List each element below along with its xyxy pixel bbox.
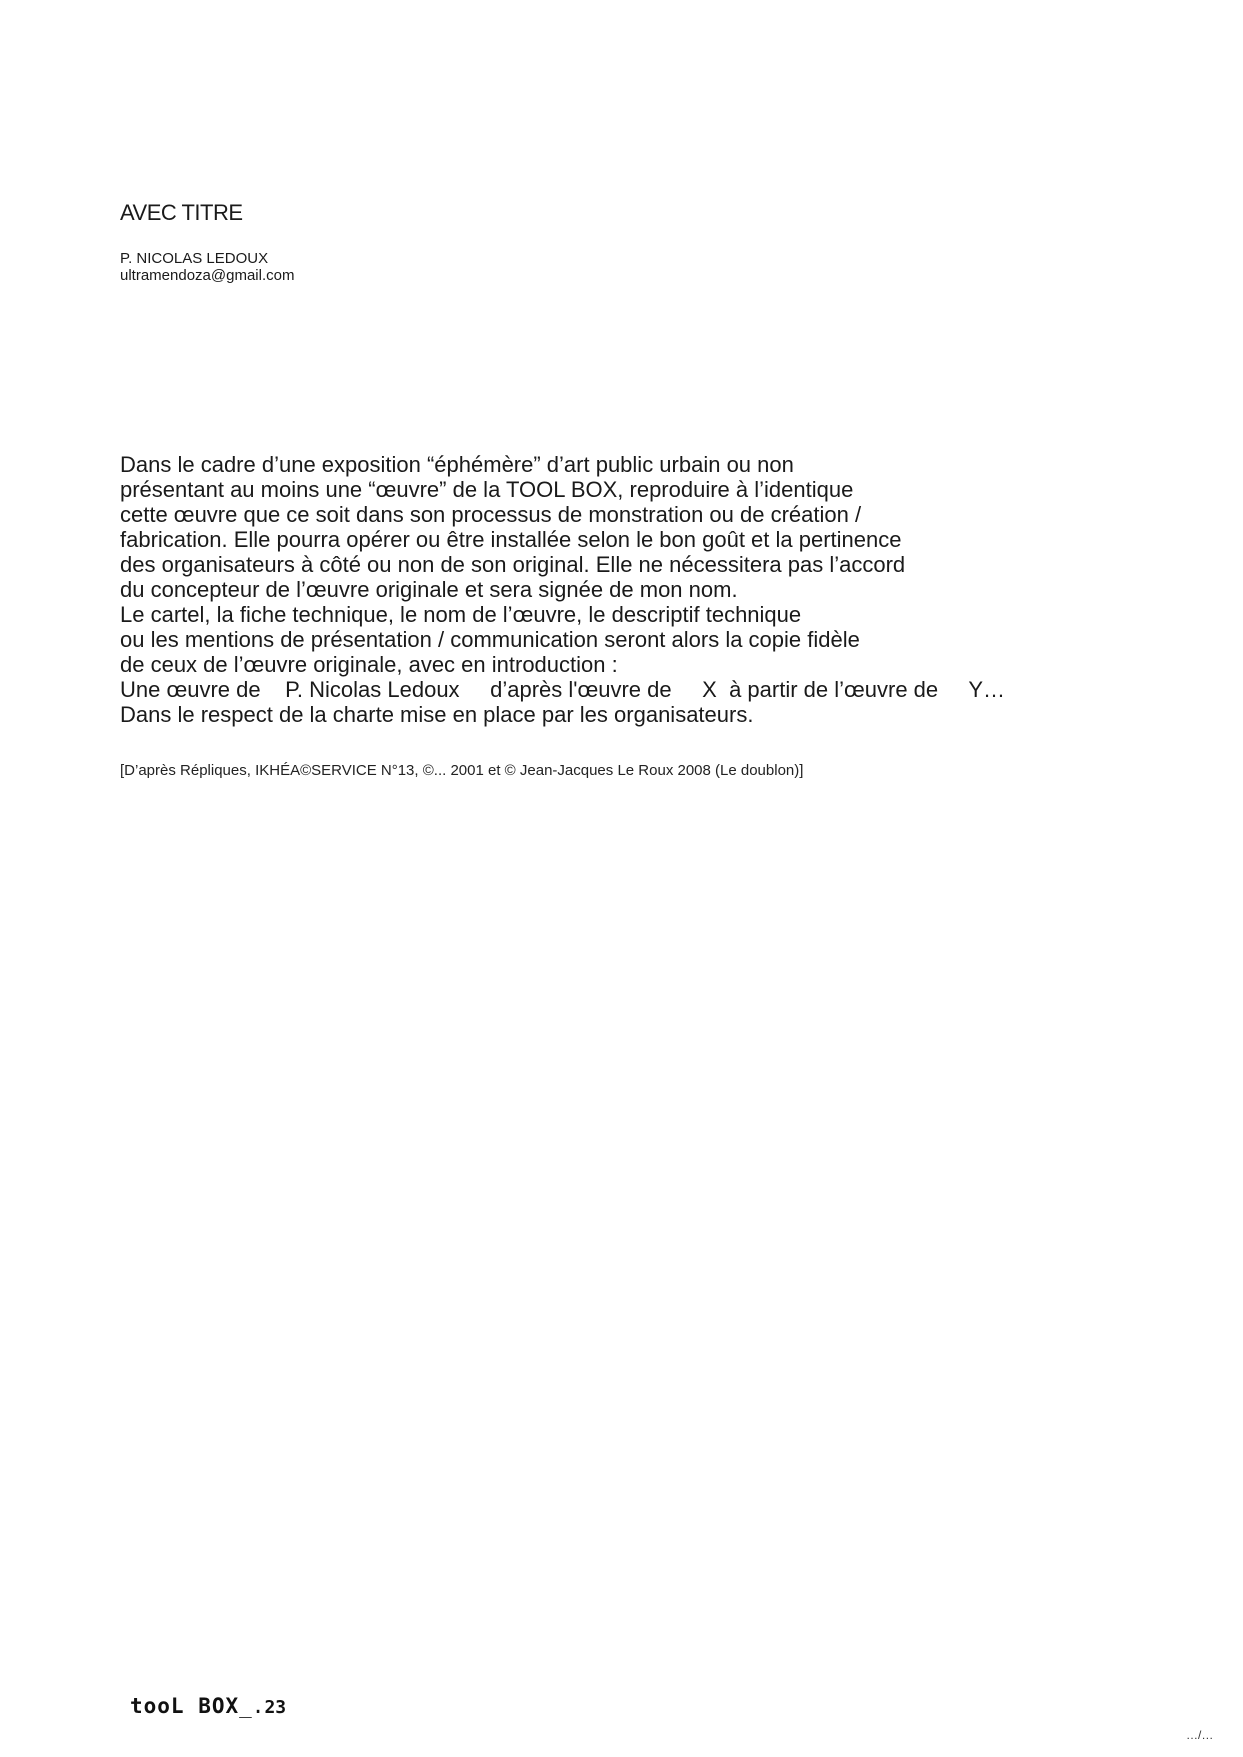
page-number: 23 — [264, 1697, 287, 1718]
body-line: présentant au moins une “œuvre” de la TOOL BOX, reproduire à l’identique — [120, 477, 854, 502]
body-line: fabrication. Elle pourra opérer ou être installée selon le bon goût et la pertinence — [120, 527, 902, 552]
body-line: cette œuvre que ce soit dans son processus de monstration ou de création / — [120, 502, 862, 527]
body-paragraph — [120, 452, 1020, 727]
body-line: Dans le cadre d’une exposition “éphémère” d’art public urbain ou non — [120, 452, 794, 477]
continuation-marker: …/… — [1186, 1728, 1214, 1742]
body-line: du concepteur de l’œuvre originale et sera signée de mon nom. — [120, 577, 738, 602]
body-line: Une œuvre de P. Nicolas Ledoux d’après l'œuvre de X à partir de l’œuvre de Y… — [120, 677, 1005, 702]
body-line: de ceux de l’œuvre originale, avec en introduction : — [120, 652, 618, 677]
body-line: Dans le respect de la charte mise en place par les organisateurs. — [120, 702, 754, 727]
body-line: des organisateurs à côté ou non de son original. Elle ne nécessitera pas l’accord — [120, 552, 906, 577]
body-line: Le cartel, la fiche technique, le nom de l’œuvre, le descriptif technique — [120, 602, 802, 627]
logo-separator: _. — [239, 1694, 265, 1718]
author-block — [120, 250, 294, 284]
source-citation: [D’après Répliques, IKHÉA©SERVICE N°13, ©... 2001 et © Jean-Jacques Le Roux 2008 (Le doublon)] — [120, 762, 804, 779]
document-title: AVEC TITRE — [120, 200, 243, 225]
author-email: ultramendoza@gmail.com — [120, 267, 295, 284]
body-line: ou les mentions de présentation / communication seront alors la copie fidèle — [120, 627, 860, 652]
footer-logo — [130, 1694, 286, 1718]
brand-logo: tooL BOX — [130, 1694, 240, 1718]
author-name: P. NICOLAS LEDOUX — [120, 250, 269, 267]
